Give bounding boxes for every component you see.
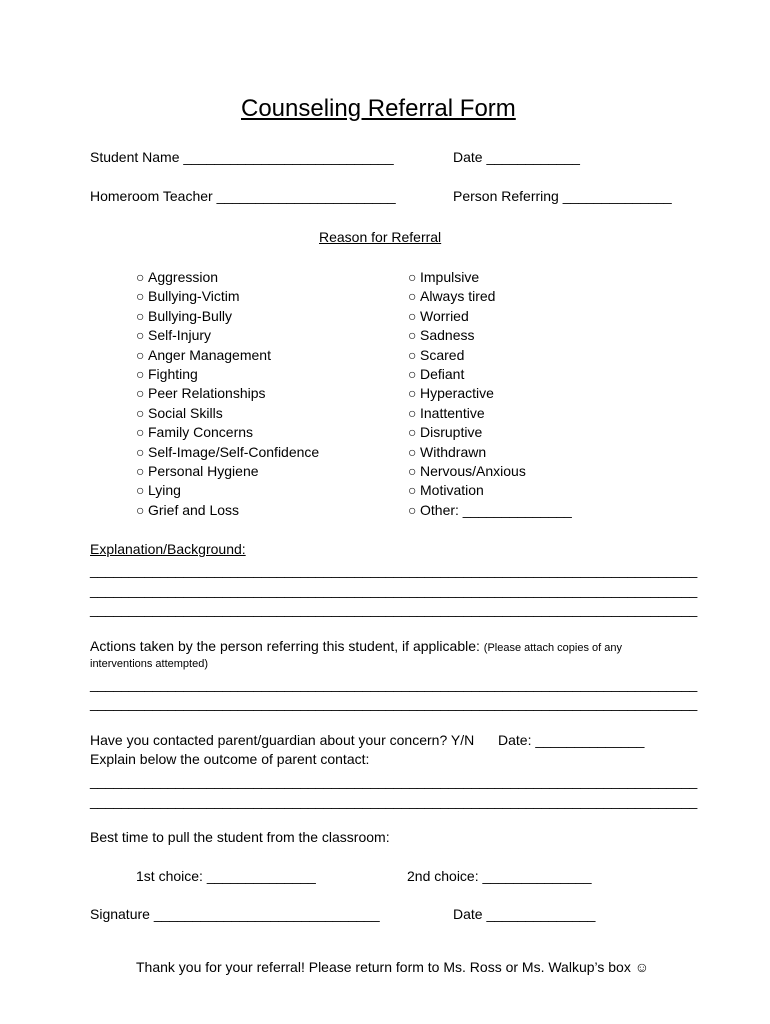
circle-bullet-icon: ○ (136, 346, 145, 363)
reason-item[interactable] (136, 346, 319, 365)
reason-item[interactable] (408, 346, 572, 365)
circle-bullet-icon: ○ (408, 385, 417, 402)
circle-bullet-icon: ○ (136, 404, 145, 421)
reason-item[interactable] (136, 365, 319, 384)
reason-item[interactable] (408, 462, 572, 481)
circle-bullet-icon: ○ (408, 307, 417, 324)
actions-line[interactable]: ______________________________________________________________________________ (90, 695, 698, 711)
reason-label: Family Concerns (148, 424, 254, 441)
reason-label: Peer Relationships (148, 385, 266, 402)
actions-label (90, 638, 622, 657)
reason-item[interactable] (136, 423, 319, 442)
circle-bullet-icon: ○ (408, 346, 417, 363)
reason-item[interactable] (136, 462, 319, 481)
reason-item[interactable] (408, 501, 572, 520)
circle-bullet-icon: ○ (136, 385, 145, 402)
reason-item[interactable] (136, 384, 319, 403)
reasons-left-list (136, 268, 319, 520)
form-title: Counseling Referral Form (241, 95, 516, 122)
circle-bullet-icon: ○ (136, 307, 145, 324)
date-field[interactable]: Date ____________ (453, 149, 580, 165)
circle-bullet-icon: ○ (136, 365, 145, 382)
circle-bullet-icon: ○ (136, 269, 145, 285)
reason-label: Impulsive (420, 269, 480, 285)
reason-label: Bullying-Bully (148, 307, 233, 324)
parent-contact-line[interactable]: ______________________________________________________________________________ (90, 793, 698, 809)
reason-item[interactable] (408, 307, 572, 326)
person-referring-field[interactable]: Person Referring ______________ (453, 188, 672, 204)
second-choice-field[interactable]: 2nd choice: ______________ (407, 868, 592, 884)
circle-bullet-icon: ○ (408, 365, 417, 382)
reason-heading: Reason for Referral (319, 229, 442, 245)
reason-item[interactable] (408, 287, 572, 306)
reason-label: Self-Injury (148, 327, 212, 344)
signature-field[interactable]: Signature _____________________________ (90, 906, 380, 922)
reason-item[interactable] (136, 268, 319, 287)
thank-you-note: Thank you for your referral! Please return form to Ms. Ross or Ms. Walkup’s box ☺ (136, 959, 650, 975)
parent-contact-line[interactable]: ______________________________________________________________________________ (90, 773, 698, 789)
actions-note: (Please attach copies of any (483, 642, 622, 654)
reason-label: Sadness (420, 327, 475, 344)
circle-bullet-icon: ○ (136, 482, 145, 499)
reason-label: Worried (420, 307, 469, 324)
reason-label: Grief and Loss (148, 501, 240, 518)
reason-item[interactable] (408, 443, 572, 462)
explanation-line[interactable]: ______________________________________________________________________________ (90, 601, 698, 617)
reason-item[interactable] (408, 404, 572, 423)
reason-item[interactable] (136, 501, 319, 520)
reason-item[interactable] (136, 287, 319, 306)
actions-note-cont: interventions attempted) (90, 658, 209, 670)
reason-label: Nervous/Anxious (420, 462, 526, 479)
reason-item[interactable] (136, 443, 319, 462)
actions-label-text: Actions taken by the person referring this student, if applicable: (90, 638, 480, 654)
reason-item[interactable] (408, 268, 572, 287)
reason-item[interactable] (136, 326, 319, 345)
circle-bullet-icon: ○ (408, 424, 417, 441)
student-name-field[interactable]: Student Name ___________________________ (90, 149, 394, 165)
reason-label: Defiant (420, 365, 465, 382)
circle-bullet-icon: ○ (408, 501, 417, 518)
reason-label: Fighting (148, 365, 198, 382)
reason-label: Scared (420, 346, 465, 363)
circle-bullet-icon: ○ (136, 327, 145, 344)
reason-label: Self-Image/Self-Confidence (148, 443, 320, 460)
best-time-label: Best time to pull the student from the classroom: (90, 829, 390, 845)
reason-label: Anger Management (148, 346, 271, 363)
signature-date-field[interactable]: Date ______________ (453, 906, 596, 922)
circle-bullet-icon: ○ (136, 424, 145, 441)
homeroom-teacher-field[interactable]: Homeroom Teacher _______________________ (90, 188, 396, 204)
reason-label: Motivation (420, 482, 484, 499)
parent-contact-explain: Explain below the outcome of parent contact: (90, 751, 370, 767)
reason-label: Bullying-Victim (148, 288, 240, 305)
reason-label: Social Skills (148, 404, 223, 421)
reason-label: Aggression (148, 269, 219, 285)
parent-contact-date[interactable]: Date: ______________ (498, 732, 645, 748)
circle-bullet-icon: ○ (408, 443, 417, 460)
first-choice-field[interactable]: 1st choice: ______________ (136, 868, 316, 884)
reason-label: Disruptive (420, 424, 483, 441)
reason-item[interactable] (136, 404, 319, 423)
reason-label: Always tired (420, 288, 496, 305)
reason-label: Personal Hygiene (148, 462, 259, 479)
reason-item[interactable] (136, 307, 319, 326)
circle-bullet-icon: ○ (136, 501, 145, 518)
explanation-line[interactable]: ______________________________________________________________________________ (90, 582, 698, 598)
circle-bullet-icon: ○ (136, 288, 145, 305)
reason-item[interactable] (408, 423, 572, 442)
actions-line[interactable]: ______________________________________________________________________________ (90, 676, 698, 692)
explanation-label: Explanation/Background: (90, 541, 246, 557)
reason-label: Hyperactive (420, 385, 494, 402)
reason-item[interactable] (408, 384, 572, 403)
reason-label: Inattentive (420, 404, 485, 421)
circle-bullet-icon: ○ (408, 462, 417, 479)
reasons-right-list (408, 268, 572, 520)
circle-bullet-icon: ○ (408, 288, 417, 305)
reason-item[interactable] (408, 481, 572, 500)
circle-bullet-icon: ○ (408, 269, 417, 285)
circle-bullet-icon: ○ (136, 462, 145, 479)
circle-bullet-icon: ○ (136, 443, 145, 460)
circle-bullet-icon: ○ (408, 327, 417, 344)
reason-item[interactable] (408, 326, 572, 345)
circle-bullet-icon: ○ (408, 482, 417, 499)
parent-contact-question[interactable]: Have you contacted parent/guardian about your concern? Y/N (90, 732, 475, 748)
reason-item[interactable] (408, 365, 572, 384)
explanation-line[interactable]: ______________________________________________________________________________ (90, 562, 698, 578)
reason-label: Withdrawn (420, 443, 487, 460)
reason-label: Other: ______________ (420, 501, 572, 518)
reason-label: Lying (148, 482, 181, 499)
circle-bullet-icon: ○ (408, 404, 417, 421)
reason-item[interactable] (136, 481, 319, 500)
